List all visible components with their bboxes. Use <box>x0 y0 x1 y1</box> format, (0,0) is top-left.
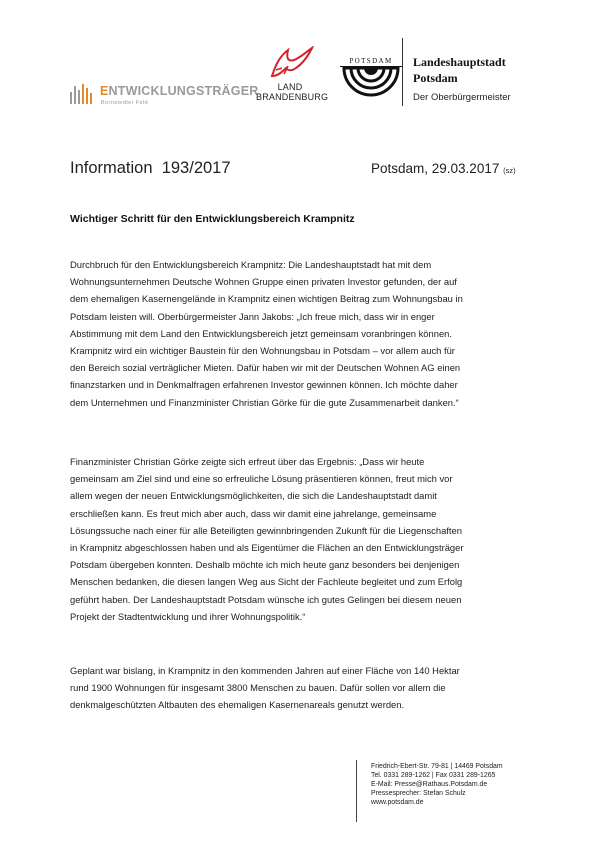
logo-subtitle: Bornstedter Feld <box>101 100 149 106</box>
text-line: dem ehemaligen Kasernengelände in Krampnitz einen wichtigen Beitrag zum Wohnungsbau in <box>70 293 463 305</box>
entwicklungstraeger-logo <box>70 84 259 108</box>
text-line: in Krampnitz abgeschlossen haben und als Eigentümer die Flächen an den Entwicklungsträger <box>70 542 464 554</box>
paragraph-3 <box>70 662 530 714</box>
header-divider <box>402 38 403 106</box>
oberbuergermeister-label: Der Oberbürgermeister <box>413 92 511 103</box>
text-line: allem wegen der neuen Entwicklungsmöglichkeiten, die sich die Landeshauptstadt damit <box>70 490 437 502</box>
footer-phone: Tel. 0331 289-1262 | Fax 0331 289-1265 <box>371 771 496 779</box>
land-brandenburg-logo <box>256 46 329 108</box>
text-line: gemeinsam am Ziel sind und eine so erfreuliche Lösung präsentieren können, freut mich vor <box>70 473 453 485</box>
logo-first-letter: E <box>100 84 109 98</box>
text-line: Potsdam leisten will. Oberbürgermeister Jann Jakobs: „Ich freue mich, dass wir in enger <box>70 310 435 322</box>
text-line: geführt haben. Der Landeshauptstadt Potsdam wünsche ich gutes Gelingen bei diesem neuen <box>70 593 462 605</box>
footer-contact <box>371 763 503 808</box>
eagle-icon <box>266 46 314 82</box>
footer-email[interactable]: E-Mail: Presse@Rathaus.Potsdam.de <box>371 780 488 788</box>
text-line: dem Unternehmen und Finanzminister Christian Görke für die gute Zusammenarbeit danken.“ <box>70 396 459 408</box>
text-line: den Bereich sozial verträglicher Mieten. Dafür haben wir mit der Deutschen Wohnen AG einen <box>70 362 461 374</box>
information-number: Information 193/2017 <box>70 159 231 177</box>
footer-address: Friedrich-Ebert-Str. 79-81 | 14469 Potsdam <box>371 763 503 770</box>
text-line: rund 1900 Wohnungen für insgesamt 3800 Menschen zu bauen. Dafür sollen vor allem die <box>70 682 446 694</box>
date-text: Potsdam, 29.03.2017 <box>371 161 504 176</box>
landeshauptstadt-name <box>413 54 506 86</box>
text-line: Lösungssuche nach einer für alle Beteiligten gewinnbringenden Zukunft für die Liegenschaften <box>70 524 462 536</box>
logo-name: NTWICKLUNGSTRÄGER <box>108 84 259 98</box>
text-line: Geplant war bislang, in Krampnitz in den kommenden Jahren auf einer Fläche von 140 Hektar <box>70 665 460 676</box>
author-initials: (sz) <box>503 166 516 175</box>
text-line: Menschen bedanken, die diesen langen Weg aus Sicht der Fachleute begleitet und zum Erfolg <box>70 576 463 588</box>
landeshauptstadt-line2: Potsdam <box>413 71 458 85</box>
brandenburg-line1: LAND <box>277 82 303 92</box>
text-line: Durchbruch für den Entwicklungsbereich Krampnitz: Die Landeshauptstadt hat mit dem <box>70 259 432 270</box>
seal-text: POTSDAM <box>349 57 393 65</box>
paragraph-2 <box>70 453 530 625</box>
text-line: finanzstarken und in Denkmalfragen erfahrenen Investor gewinnen können. Ich möchte daher <box>70 379 458 391</box>
text-line: Potsdam übergeben konnten. Deshalb möchte ich mich heute ganz besonders bei denjenigen <box>70 559 460 571</box>
page-title: Wichtiger Schritt für den Entwicklungsbereich Krampnitz <box>70 213 355 225</box>
bar-mark-icon <box>70 84 98 104</box>
brandenburg-line2: BRANDENBURG <box>256 92 329 102</box>
footer-website[interactable]: www.potsdam.de <box>371 798 424 806</box>
text-line: Abstimmung mit dem Land den Entwicklungsbereich jetzt gemeinsam voranbringen können. <box>70 327 452 339</box>
text-line: denkmalgeschützten Altbauten des ehemaligen Kasernenareals genutzt werden. <box>70 699 405 711</box>
text-line: erschließen kann. Es freut mich aber auch, dass wir damit eine jahrelange, gemeinsame <box>70 507 437 519</box>
date-line <box>371 161 516 176</box>
footer-press-officer: Pressesprecher: Stefan Schulz <box>371 789 466 797</box>
text-line: Wohnungsunternehmen Deutsche Wohnen Gruppe einen privaten Investor gefunden, der auf <box>70 276 457 288</box>
text-line: Krampnitz wird ein wichtiger Baustein für den Wohnungsbau in Potsdam – vor allem auch für <box>70 345 455 357</box>
potsdam-seal-icon <box>336 54 406 98</box>
landeshauptstadt-line1: Landeshauptstadt <box>413 55 506 69</box>
text-line: Projekt der Stadtentwicklung und ihrer Wohnungspolitik.“ <box>70 610 306 622</box>
paragraph-1 <box>70 256 530 411</box>
footer-divider <box>356 760 357 822</box>
text-line: Finanzminister Christian Görke zeigte sich erfreut über das Ergebnis: „Dass wir heute <box>70 456 425 467</box>
